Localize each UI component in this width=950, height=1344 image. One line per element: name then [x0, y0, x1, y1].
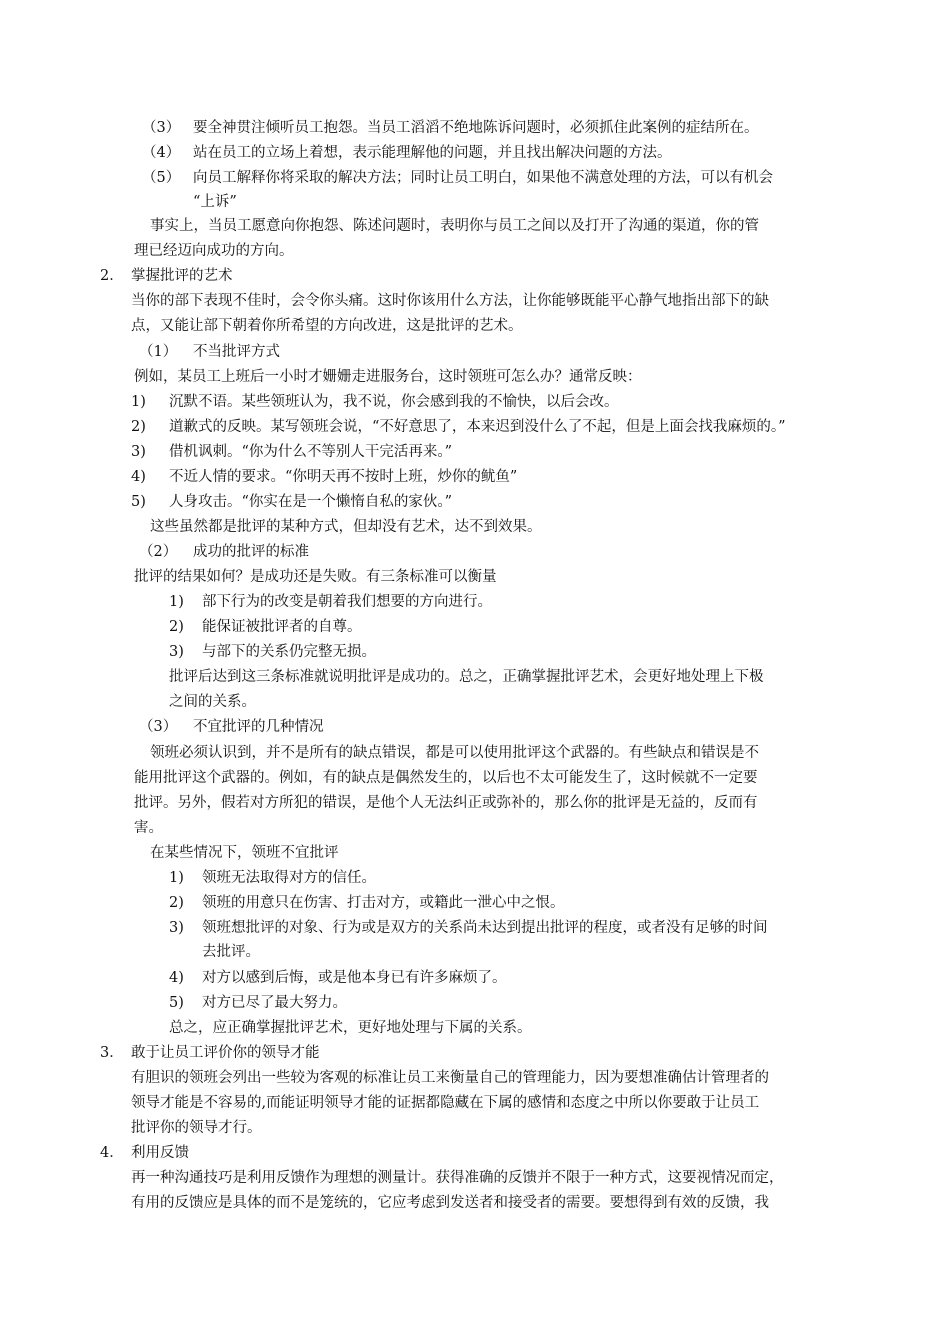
- list-item: 领班无法取得对方的信任。: [202, 870, 376, 886]
- list-number: 4): [131, 469, 146, 485]
- section-heading: 敢于让员工评价你的领导才能: [131, 1045, 320, 1061]
- list-item: 人身攻击。“你实在是一个懒惰自私的家伙。”: [169, 494, 453, 510]
- item-text-continued: “上诉”: [193, 194, 237, 210]
- item-text: 站在员工的立场上着想，表示能理解他的问题，并且找出解决问题的方法。: [193, 145, 672, 161]
- item-number: （3）: [142, 120, 181, 136]
- paragraph-line: 理已经迈向成功的方向。: [134, 243, 294, 259]
- section-number: 2．: [100, 268, 124, 284]
- subsection-heading: 不当批评方式: [193, 344, 280, 360]
- list-number: 1): [169, 870, 184, 886]
- section-number: 3．: [100, 1045, 124, 1061]
- paragraph-line: 当你的部下表现不佳时，会令你头痛。这时你该用什么方法，让你能够既能平心静气地指出部下的缺: [131, 293, 769, 309]
- paragraph-line: 批评你的领导才行。: [131, 1120, 262, 1136]
- list-item: 能保证被批评者的自尊。: [202, 619, 362, 635]
- list-number: 5): [169, 995, 184, 1011]
- paragraph-line: 害。: [134, 820, 163, 836]
- subsection-number: （3）: [139, 719, 178, 735]
- list-item: 道歉式的反映。某写领班会说，“不好意思了，本来迟到没什么了不起，但是上面会找我麻烦的。”: [169, 419, 786, 435]
- paragraph-line: 在某些情况下，领班不宜批评: [150, 845, 339, 861]
- list-number: 1): [169, 594, 184, 610]
- list-item-continued: 去批评。: [202, 944, 260, 960]
- paragraph-line: 领导才能是不容易的,而能证明领导才能的证据都隐藏在下属的感情和态度之中所以你要敢于让员工: [131, 1095, 760, 1111]
- list-item: 与部下的关系仍完整无损。: [202, 644, 376, 660]
- paragraph-line: 点，又能让部下朝着你所希望的方向改进，这是批评的艺术。: [131, 318, 523, 334]
- subsection-number: （1）: [139, 344, 178, 360]
- list-number: 3): [169, 644, 184, 660]
- list-item: 领班想批评的对象、行为或是双方的关系尚未达到提出批评的程度，或者没有足够的时间: [202, 920, 768, 936]
- list-number: 5): [131, 494, 146, 510]
- list-number: 2): [169, 619, 184, 635]
- paragraph-line: 例如，某员工上班后一小时才姗姗走进服务台，这时领班可怎么办？通常反映：: [134, 369, 642, 385]
- list-item: 部下行为的改变是朝着我们想要的方向进行。: [202, 594, 492, 610]
- paragraph-line: 有胆识的领班会列出一些较为客观的标准让员工来衡量自己的管理能力，因为要想准确估计管理者的: [131, 1070, 769, 1086]
- paragraph-line: 批评的结果如何？是成功还是失败。有三条标准可以衡量: [134, 569, 497, 585]
- subsection-heading: 不宜批评的几种情况: [193, 719, 324, 735]
- list-item: 对方已尽了最大努力。: [202, 995, 347, 1011]
- section-heading: 利用反馈: [131, 1145, 189, 1161]
- item-number: （4）: [142, 145, 181, 161]
- paragraph-line: 再一种沟通技巧是利用反馈作为理想的测量计。获得准确的反馈并不限于一种方式，这要视情况而定，: [131, 1170, 784, 1186]
- paragraph-line: 这些虽然都是批评的某种方式，但却没有艺术，达不到效果。: [150, 519, 542, 535]
- paragraph-line: 批评。另外，假若对方所犯的错误，是他个人无法纠正或弥补的，那么你的批评是无益的，反而有: [134, 795, 758, 811]
- list-number: 3): [169, 920, 184, 936]
- paragraph-line: 批评后达到这三条标准就说明批评是成功的。总之，正确掌握批评艺术，会更好地处理上下极: [169, 669, 764, 685]
- list-number: 2): [169, 895, 184, 911]
- section-number: 4．: [100, 1145, 124, 1161]
- paragraph-line: 能用批评这个武器的。例如，有的缺点是偶然发生的，以后也不太可能发生了，这时候就不一定要: [134, 770, 758, 786]
- list-item: 领班的用意只在伤害、打击对方，或籍此一泄心中之恨。: [202, 895, 565, 911]
- item-number: （5）: [142, 170, 181, 186]
- paragraph-line: 总之，应正确掌握批评艺术，更好地处理与下属的关系。: [169, 1020, 532, 1036]
- list-item: 借机讽刺。“你为什么不等别人干完活再来。”: [169, 444, 453, 460]
- list-number: 3): [131, 444, 146, 460]
- subsection-number: （2）: [139, 544, 178, 560]
- list-number: 4): [169, 970, 184, 986]
- list-number: 1): [131, 394, 146, 410]
- list-item: 不近人情的要求。“你明天再不按时上班，炒你的鱿鱼”: [169, 469, 518, 485]
- section-heading: 掌握批评的艺术: [131, 268, 233, 284]
- list-number: 2): [131, 419, 146, 435]
- paragraph-line: 有用的反馈应是具体的而不是笼统的，它应考虑到发送者和接受者的需要。要想得到有效的反馈，我: [131, 1195, 769, 1211]
- item-text: 要全神贯注倾听员工抱怨。当员工滔滔不绝地陈诉问题时，必须抓住此案例的症结所在。: [193, 120, 759, 136]
- paragraph-line: 领班必须认识到，并不是所有的缺点错误，都是可以使用批评这个武器的。有些缺点和错误是不: [150, 745, 759, 761]
- list-item: 对方以感到后悔，或是他本身已有许多麻烦了。: [202, 970, 507, 986]
- item-text: 向员工解释你将采取的解决方法；同时让员工明白，如果他不满意处理的方法，可以有机会: [193, 170, 773, 186]
- list-item: 沉默不语。某些领班认为，我不说，你会感到我的不愉快，以后会改。: [169, 394, 619, 410]
- paragraph-line: 事实上，当员工愿意向你抱怨、陈述问题时，表明你与员工之间以及打开了沟通的渠道，你的管: [150, 218, 759, 234]
- paragraph-line: 之间的关系。: [169, 694, 256, 710]
- subsection-heading: 成功的批评的标准: [193, 544, 309, 560]
